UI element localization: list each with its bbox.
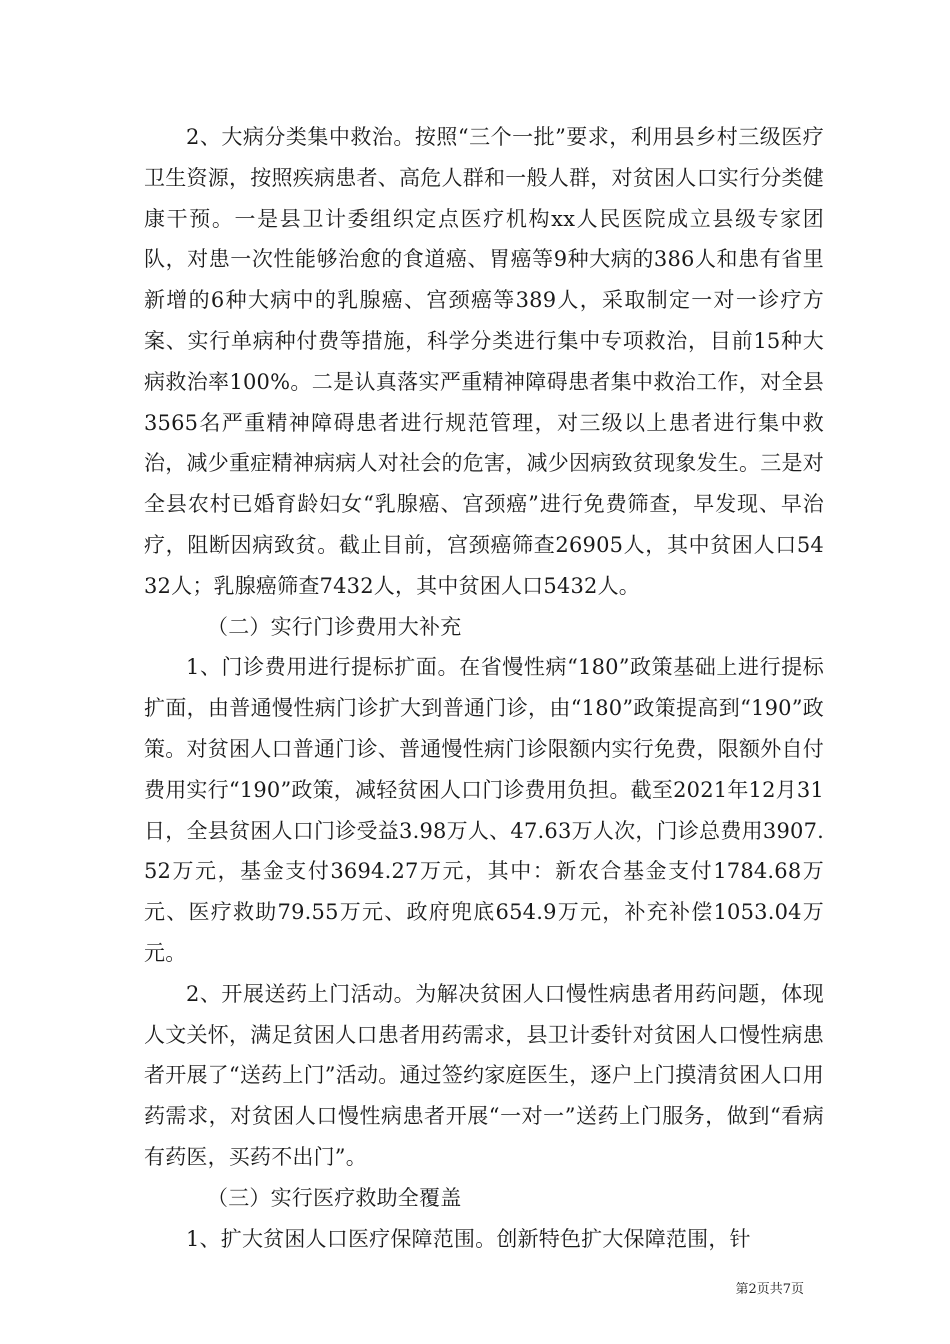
page-number-footer: 第2页共7页 (735, 1282, 804, 1297)
section-heading-medical-aid: （三）实行医疗救助全覆盖 (207, 1185, 462, 1210)
paragraph-outpatient-expansion: 1、门诊费用进行提标扩面。在省慢性病“180”政策基础上进行提标扩面，由普通慢性病门诊扩大到普通门诊，由“180”政策提高到“190”政策。对贫困人口普通门诊、普通慢性病门诊限额内实行免费，限额外自付费用实行“190”政策，减轻贫困人口门诊费用负担。截至2021年12月31日，全县贫困人口门诊受益3.98万人、47.63万人次，门诊总费用3907.52万元，基金支付3694.27万元，其中：新农合基金支付1784.68万元、医疗救助79.55万元、政府兜底654.9万元，补充补偿1053.04万元。 (144, 655, 824, 965)
section-heading-outpatient: （二）实行门诊费用大补充 (207, 614, 462, 639)
document-body (144, 117, 824, 1259)
paragraph-medicine-delivery: 2、开展送药上门活动。为解决贫困人口慢性病患者用药问题，体现人文关怀，满足贫困人口患者用药需求，县卫计委针对贫困人口慢性病患者开展了“送药上门”活动。通过签约家庭医生，逐户上门摸清贫困人口用药需求，对贫困人口慢性病患者开展“一对一”送药上门服务，做到“看病有药医，买药不出门”。 (144, 981, 824, 1169)
paragraph-major-disease-treatment: 2、大病分类集中救治。按照“三个一批”要求，利用县乡村三级医疗卫生资源，按照疾病患者、高危人群和一般人群，对贫困人口实行分类健康干预。一是县卫计委组织定点医疗机构xx人民医院成立县级专家团队，对患一次性能够治愈的食道癌、胃癌等9种大病的386人和患有省里新增的6种大病中的乳腺癌、宫颈癌等389人，采取制定一对一诊疗方案、实行单病种付费等措施，科学分类进行集中专项救治，目前15种大病救治率100%。二是认真落实严重精神障碍患者集中救治工作，对全县3565名严重精神障碍患者进行规范管理，对三级以上患者进行集中救治，减少重症精神病病人对社会的危害，减少因病致贫现象发生。三是对全县农村已婚育龄妇女“乳腺癌、宫颈癌”进行免费筛查，早发现、早治疗，阻断因病致贫。截止目前，宫颈癌筛查26905人，其中贫困人口5432人；乳腺癌筛查7432人，其中贫困人口5432人。 (144, 125, 824, 598)
paragraph-coverage-expansion: 1、扩大贫困人口医疗保障范围。创新特色扩大保障范围，针 (186, 1226, 751, 1251)
